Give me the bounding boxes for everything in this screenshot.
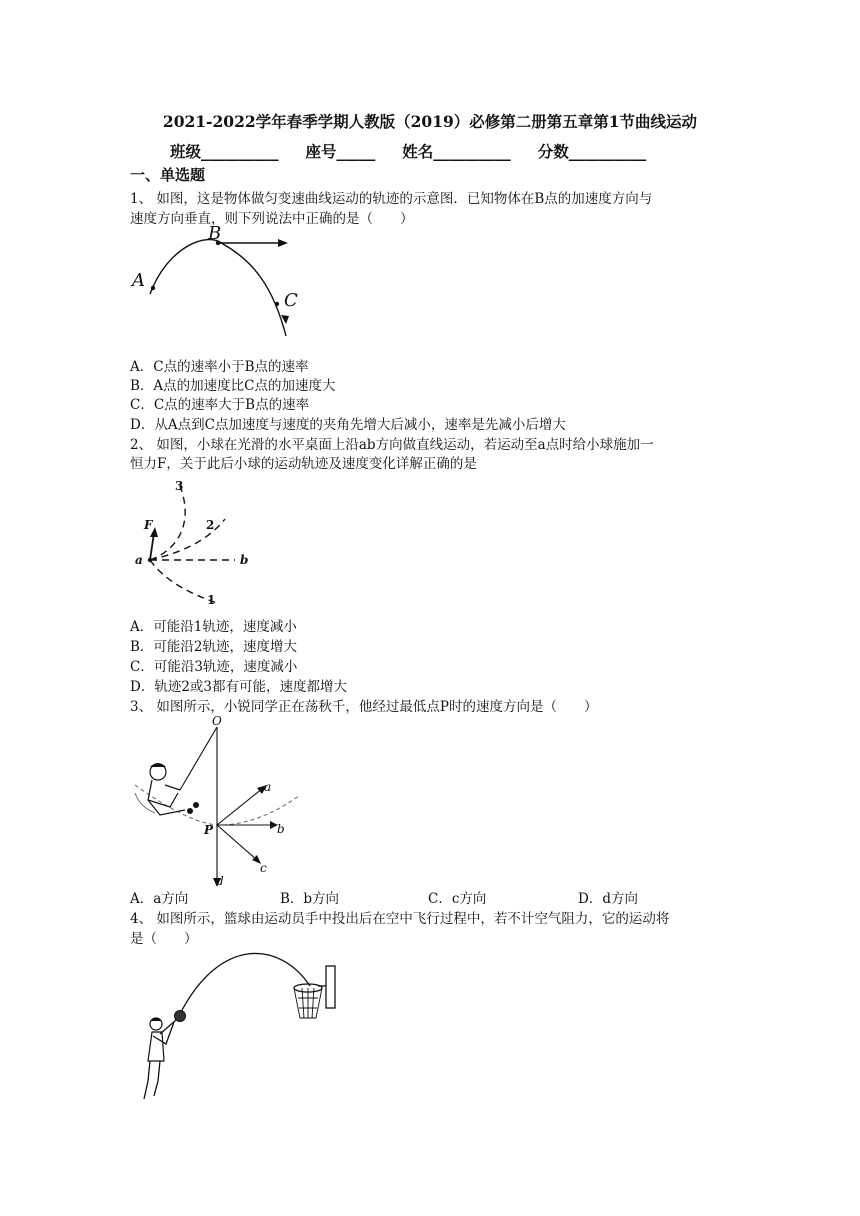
q3-arrow-a bbox=[217, 788, 263, 825]
q2-point-a bbox=[148, 558, 152, 562]
student-info-row: 班级__________ 座号_____ 姓名__________ 分数__________ bbox=[170, 142, 647, 161]
q3-option-b: B．b方向 bbox=[280, 891, 340, 907]
q1-trajectory-figure bbox=[128, 223, 308, 356]
score-label: 分数 bbox=[537, 142, 569, 161]
q2-option-b: B．可能沿2轨迹，速度增大 bbox=[130, 639, 298, 655]
q3-option-a: A．a方向 bbox=[130, 891, 189, 907]
q4-backboard bbox=[326, 966, 335, 1008]
q1-point-c bbox=[275, 302, 279, 306]
q4-basketball bbox=[175, 1011, 186, 1022]
q1-option-a: A．C点的速率小于B点的速率 bbox=[130, 359, 309, 375]
seat-label: 座号 bbox=[305, 142, 337, 161]
q3-label-c: c bbox=[260, 861, 267, 875]
q1-option-b: B．A点的加速度比C点的加速度大 bbox=[130, 378, 336, 394]
q2-trajectory-figure bbox=[130, 476, 260, 611]
q1-trajectory-curve bbox=[150, 240, 286, 336]
q1-label-a: A bbox=[132, 270, 145, 291]
q1-option-d: D．从A点到C点加速度与速度的夹角先增大后减小，速率是先减小后增大 bbox=[130, 417, 566, 433]
q3-child-icon bbox=[135, 763, 199, 815]
q4-basketball-figure bbox=[130, 946, 345, 1106]
q1-label-c: C bbox=[284, 290, 298, 311]
q3-label-a: a bbox=[264, 780, 272, 794]
q2-label-1: 1 bbox=[207, 593, 216, 607]
name-label: 姓名 bbox=[402, 142, 434, 161]
q2-label-b: b bbox=[240, 553, 249, 567]
q3-stem-line-1: 3、 如图所示，小锐同学正在荡秋千，他经过最低点P时的速度方向是（ ） bbox=[130, 699, 598, 715]
q2-label-2: 2 bbox=[206, 518, 215, 532]
q1-label-b: B bbox=[208, 223, 222, 244]
q1-point-a bbox=[151, 286, 155, 290]
q3-label-d: d bbox=[216, 874, 224, 888]
class-label: 班级 bbox=[170, 142, 202, 161]
q2-path-3 bbox=[150, 486, 185, 560]
q4-ball-trajectory bbox=[180, 953, 310, 1014]
q3-swing-figure bbox=[130, 715, 305, 887]
q3-label-p: P bbox=[204, 823, 214, 837]
q1-option-c: C．C点的速率大于B点的速率 bbox=[130, 397, 310, 413]
q4-player-icon bbox=[144, 1018, 176, 1100]
q4-stem-line-2: 是（ ） bbox=[130, 931, 198, 947]
q3-option-d: D．d方向 bbox=[578, 891, 638, 907]
q3-label-o: O bbox=[212, 714, 222, 728]
q2-option-c: C．可能沿3轨迹，速度减小 bbox=[130, 659, 298, 675]
q2-label-a: a bbox=[135, 553, 143, 567]
q1-stem-line-1: 1、 如图，这是物体做匀变速曲线运动的轨迹的示意图．已知物体在B点的加速度方向与 bbox=[130, 191, 653, 207]
q3-arrow-c bbox=[217, 825, 257, 860]
q4-stem-line-1: 4、 如图所示，篮球由运动员手中投出后在空中飞行过程中，若不计空气阻力，它的运动将 bbox=[130, 911, 670, 927]
q4-net bbox=[294, 988, 322, 1018]
q2-stem-line-2: 恒力F，关于此后小球的运动轨迹及速度变化详解正确的是 bbox=[130, 456, 477, 472]
q1-velocity-arrowhead-b bbox=[278, 239, 288, 247]
q2-label-3: 3 bbox=[175, 479, 184, 493]
q3-option-c: C．c方向 bbox=[428, 891, 487, 907]
q1-stem-line-2: 速度方向垂直，则下列说法中正确的是（ ） bbox=[130, 211, 414, 227]
page-title: 2021-2022学年春季学期人教版（2019）必修第二册第五章第1节曲线运动 bbox=[162, 112, 698, 131]
q3-swing-rope bbox=[180, 727, 217, 790]
q2-option-d: D．轨迹2或3都有可能，速度都增大 bbox=[130, 679, 348, 695]
q3-label-b: b bbox=[277, 822, 285, 836]
q2-label-f: F bbox=[144, 518, 153, 532]
q2-force-arrow bbox=[150, 533, 154, 560]
section-heading: 一、单选题 bbox=[130, 166, 206, 184]
q2-stem-line-1: 2、 如图，小球在光滑的水平桌面上沿ab方向做直线运动，若运动至a点时给小球施加一 bbox=[130, 437, 654, 453]
q2-option-a: A．可能沿1轨迹，速度减小 bbox=[130, 619, 297, 635]
